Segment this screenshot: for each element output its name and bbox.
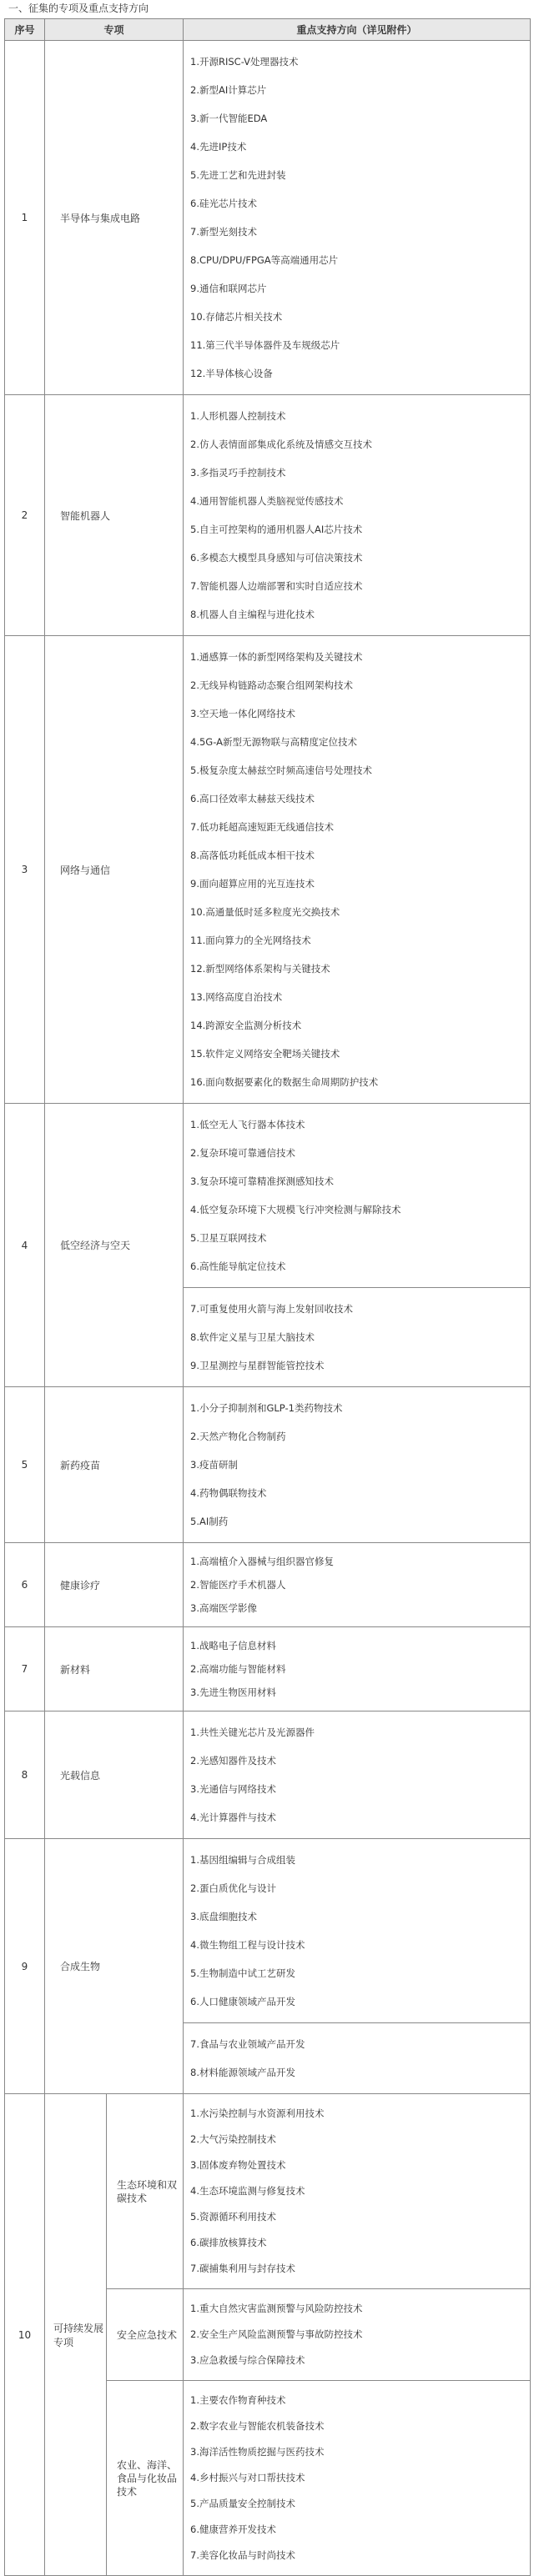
direction-item: 12.半导体核心设备 (190, 368, 273, 379)
direction-item: 1.通感算一体的新型网络架构及关键技术 (190, 651, 363, 663)
direction-item: 5.AI制药 (190, 1516, 229, 1527)
direction-item: 2.天然产物化合物制药 (190, 1431, 286, 1442)
direction-item: 5.卫星互联网技术 (190, 1232, 267, 1244)
table-row (5, 1627, 531, 1711)
table-row (5, 395, 531, 636)
direction-list (184, 1711, 531, 1839)
header-no: 序号 (5, 19, 45, 41)
direction-list (184, 1387, 531, 1543)
direction-item: 2.智能医疗手术机器人 (190, 1579, 286, 1591)
direction-item: 6.人口健康领域产品开发 (190, 1996, 295, 2007)
direction-item: 11.面向算力的全光网络技术 (190, 935, 311, 946)
direction-item: 12.新型网络体系架构与关键技术 (190, 963, 330, 975)
direction-item: 1.战略电子信息材料 (190, 1640, 276, 1651)
direction-item: 3.高端医学影像 (190, 1602, 257, 1614)
row-number: 1 (5, 41, 45, 395)
direction-item: 5.先进工艺和先进封装 (190, 169, 286, 181)
direction-item: 3.先进生物医用材料 (190, 1686, 276, 1698)
direction-item: 3.海洋活性物质挖掘与医药技术 (190, 2446, 325, 2458)
direction-item: 1.人形机器人控制技术 (190, 410, 286, 422)
direction-list (184, 41, 531, 395)
direction-item: 7.可重复使用火箭与海上发射回收技术 (190, 1303, 353, 1315)
direction-item: 10.存储芯片相关技术 (190, 311, 283, 323)
table-header-row (5, 19, 531, 41)
direction-item: 5.极复杂度太赫兹空时频高速信号处理技术 (190, 764, 372, 776)
direction-item: 3.应急救援与综合保障技术 (190, 2354, 305, 2366)
row-number: 3 (5, 636, 45, 1104)
direction-item: 5.生物制造中试工艺研发 (190, 1967, 295, 1979)
direction-item: 1.低空无人飞行器本体技术 (190, 1119, 305, 1130)
section-heading: 一、征集的专项及重点支持方向 (8, 3, 149, 14)
table-row (5, 2094, 531, 2289)
direction-list (184, 2289, 531, 2381)
topic-name: 新药疫苗 (45, 1387, 184, 1543)
row-number: 2 (5, 395, 45, 636)
row-number: 6 (5, 1543, 45, 1627)
direction-item: 7.低功耗超高速短距无线通信技术 (190, 821, 334, 833)
direction-item: 8.机器人自主编程与进化技术 (190, 609, 315, 620)
row-number: 10 (5, 2094, 45, 2576)
direction-item: 7.食品与农业领域产品开发 (190, 2038, 305, 2050)
direction-item: 7.新型光刻技术 (190, 226, 257, 238)
direction-item: 2.复杂环境可靠通信技术 (190, 1147, 295, 1159)
direction-item: 3.多指灵巧手控制技术 (190, 467, 286, 479)
subtopic-name: 生态环境和双碳技术 (107, 2094, 184, 2289)
direction-list (184, 2381, 531, 2576)
direction-list (184, 1543, 531, 1627)
direction-item: 6.碳排放核算技术 (190, 2237, 267, 2248)
direction-item: 1.重大自然灾害监测预警与风险防控技术 (190, 2303, 363, 2314)
direction-item: 2.光感知器件及技术 (190, 1755, 276, 1767)
subtopic-name: 农业、海洋、食品与化妆品技术 (107, 2381, 184, 2576)
row-number: 9 (5, 1839, 45, 2094)
direction-item: 3.疫苗研制 (190, 1459, 238, 1471)
header-direction: 重点支持方向（详见附件） (184, 19, 531, 41)
direction-item: 8.材料能源领域产品开发 (190, 2067, 295, 2078)
direction-item: 3.复杂环境可靠精准探测感知技术 (190, 1175, 334, 1187)
direction-item: 4.5G-A新型无源物联与高精度定位技术 (190, 736, 357, 748)
topic-name: 可持续发展专项 (45, 2094, 107, 2576)
table-row (5, 1839, 531, 2023)
direction-item: 11.第三代半导体器件及车规级芯片 (190, 339, 340, 351)
direction-list (184, 2023, 531, 2094)
direction-item: 8.CPU/DPU/FPGA等高端通用芯片 (190, 254, 339, 266)
direction-item: 1.主要农作物育种技术 (190, 2394, 286, 2406)
direction-item: 7.碳捕集利用与封存技术 (190, 2263, 295, 2274)
direction-item: 5.产品质量安全控制技术 (190, 2498, 295, 2509)
topic-name: 新材料 (45, 1627, 184, 1711)
row-number: 7 (5, 1627, 45, 1711)
direction-list (184, 2094, 531, 2289)
table-row (5, 1387, 531, 1543)
direction-item: 6.高口径效率太赫兹天线技术 (190, 793, 315, 804)
subtopic-name: 安全应急技术 (107, 2289, 184, 2381)
table-row (5, 41, 531, 395)
direction-item: 1.基因组编辑与合成组装 (190, 1854, 295, 1866)
direction-item: 7.美容化妆品与时尚技术 (190, 2549, 295, 2561)
direction-item: 4.先进IP技术 (190, 141, 247, 153)
direction-item: 8.高落低功耗低成本相干技术 (190, 849, 315, 861)
topic-name: 合成生物 (45, 1839, 184, 2094)
direction-item: 1.开源RISC-V处理器技术 (190, 56, 299, 68)
direction-item: 4.乡村振兴与对口帮扶技术 (190, 2472, 305, 2483)
direction-item: 4.光计算器件与技术 (190, 1812, 276, 1823)
direction-item: 3.空天地一体化网络技术 (190, 708, 295, 719)
direction-item: 5.自主可控架构的通用机器人AI芯片技术 (190, 524, 363, 535)
direction-item: 4.药物偶联物技术 (190, 1487, 267, 1499)
direction-list (184, 1288, 531, 1387)
direction-item: 6.硅光芯片技术 (190, 198, 257, 209)
direction-list (184, 1839, 531, 2023)
row-number: 5 (5, 1387, 45, 1543)
direction-item: 15.软件定义网络安全靶场关键技术 (190, 1048, 340, 1060)
direction-item: 8.软件定义星与卫星大脑技术 (190, 1331, 315, 1343)
direction-item: 9.卫星测控与星群智能管控技术 (190, 1360, 325, 1371)
topics-table (4, 18, 531, 2576)
topic-name: 低空经济与空天 (45, 1104, 184, 1387)
table-row (5, 1711, 531, 1839)
table-row (5, 1104, 531, 1288)
direction-item: 2.高端功能与智能材料 (190, 1663, 286, 1675)
direction-item: 3.光通信与网络技术 (190, 1783, 276, 1795)
table-row (5, 636, 531, 1104)
direction-item: 13.网络高度自治技术 (190, 991, 283, 1003)
topic-name: 网络与通信 (45, 636, 184, 1104)
topic-name: 智能机器人 (45, 395, 184, 636)
direction-item: 1.高端植介入器械与组织器官修复 (190, 1556, 334, 1567)
direction-item: 1.水污染控制与水资源利用技术 (190, 2107, 325, 2119)
row-number: 4 (5, 1104, 45, 1387)
direction-item: 2.安全生产风险监测预警与事故防控技术 (190, 2328, 363, 2340)
row-number: 8 (5, 1711, 45, 1839)
direction-item: 9.通信和联网芯片 (190, 283, 267, 294)
direction-item: 2.数字农业与智能农机装备技术 (190, 2420, 325, 2432)
direction-item: 2.无线异构链路动态聚合组网架构技术 (190, 679, 353, 691)
direction-item: 7.智能机器人边端部署和实时自适应技术 (190, 580, 363, 592)
direction-item: 1.共性关键光芯片及光源器件 (190, 1727, 315, 1738)
direction-item: 3.固体废弃物处置技术 (190, 2159, 286, 2171)
direction-item: 6.健康营养开发技术 (190, 2523, 276, 2535)
direction-item: 4.生态环境监测与修复技术 (190, 2185, 305, 2197)
direction-item: 3.新一代智能EDA (190, 113, 268, 124)
direction-item: 3.底盘细胞技术 (190, 1911, 257, 1922)
direction-item: 4.通用智能机器人类脑视觉传感技术 (190, 495, 344, 507)
direction-item: 14.跨源安全监测分析技术 (190, 1020, 302, 1031)
header-topic: 专项 (45, 19, 184, 41)
table-row (5, 1543, 531, 1627)
direction-item: 16.面向数据要素化的数据生命周期防护技术 (190, 1076, 379, 1088)
direction-item: 9.面向超算应用的光互连技术 (190, 878, 315, 890)
direction-item: 4.低空复杂环境下大规模飞行冲突检测与解除技术 (190, 1204, 401, 1215)
direction-item: 2.蛋白质优化与设计 (190, 1882, 276, 1894)
direction-item: 2.新型AI计算芯片 (190, 84, 267, 96)
direction-item: 6.多模态大模型具身感知与可信决策技术 (190, 552, 363, 564)
direction-list (184, 1627, 531, 1711)
table-body (5, 41, 531, 2576)
topic-name: 健康诊疗 (45, 1543, 184, 1627)
direction-item: 4.微生物组工程与设计技术 (190, 1939, 305, 1951)
direction-list (184, 395, 531, 636)
direction-item: 2.大气污染控制技术 (190, 2133, 276, 2145)
direction-item: 1.小分子抑制剂和GLP-1类药物技术 (190, 1402, 343, 1414)
direction-item: 10.高通量低时延多粒度光交换技术 (190, 906, 340, 918)
direction-list (184, 636, 531, 1104)
direction-item: 5.资源循环利用技术 (190, 2211, 276, 2223)
topic-name: 半导体与集成电路 (45, 41, 184, 395)
topic-name: 光载信息 (45, 1711, 184, 1839)
direction-list (184, 1104, 531, 1288)
direction-item: 2.仿人表情面部集成化系统及情感交互技术 (190, 439, 372, 450)
direction-item: 6.高性能导航定位技术 (190, 1260, 286, 1272)
